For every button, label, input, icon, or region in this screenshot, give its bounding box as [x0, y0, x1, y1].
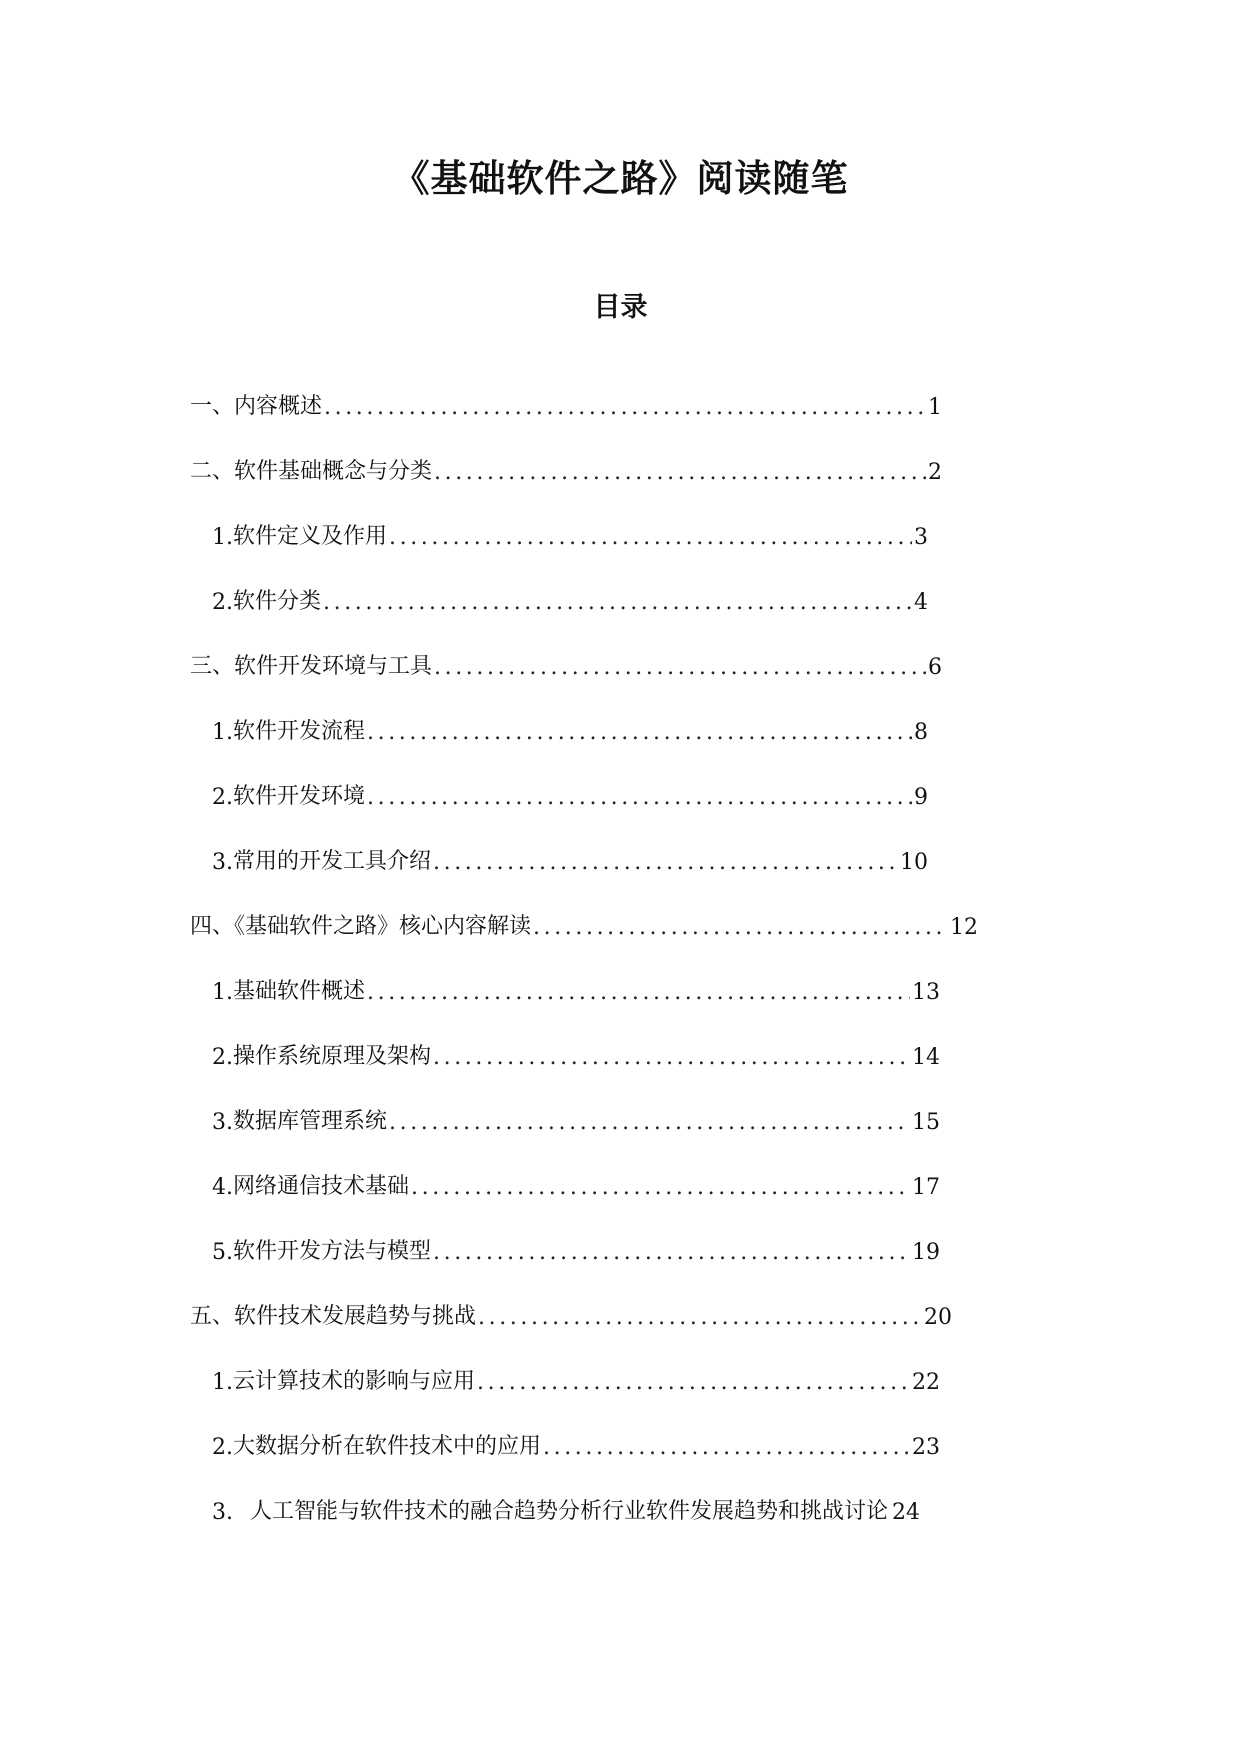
toc-entry-number: 5. — [212, 1240, 233, 1265]
toc-page-number: 20 — [924, 1305, 952, 1330]
toc-entry-3[interactable] — [190, 646, 942, 680]
toc-entry-number: 2. — [212, 785, 233, 810]
dot-leader — [433, 850, 898, 875]
toc-page-number: 12 — [950, 915, 978, 940]
toc-entry-4-4[interactable] — [212, 1166, 940, 1200]
dot-leader — [478, 1305, 922, 1330]
toc-page-number: 15 — [912, 1110, 940, 1135]
toc-entry-number: 2. — [212, 1045, 233, 1070]
toc-page-number: 22 — [912, 1370, 940, 1395]
toc-entry-number: 2. — [212, 590, 233, 615]
toc-entry-4-2[interactable] — [212, 1036, 940, 1070]
dot-leader — [434, 655, 926, 680]
toc-entry-5[interactable] — [190, 1296, 952, 1330]
toc-entry-5-1[interactable] — [212, 1361, 940, 1395]
toc-entry-label: 三、软件开发环境与工具 — [190, 654, 433, 679]
toc-entry-label: 软件开发方法与模型 — [233, 1239, 432, 1264]
toc-entry-label: 四、《基础软件之路》核心内容解读 — [190, 914, 532, 939]
toc-entry-1[interactable] — [190, 386, 942, 420]
toc-page-number: 14 — [912, 1045, 940, 1070]
toc-page-number: 19 — [912, 1240, 940, 1265]
toc-entry-label: 大数据分析在软件技术中的应用 — [233, 1434, 542, 1459]
toc-entry-4[interactable] — [190, 906, 978, 940]
toc-entry-4-1[interactable] — [212, 971, 940, 1005]
toc-entry-number: 1. — [212, 525, 233, 550]
toc-entry-label: 一、内容概述 — [190, 394, 323, 419]
dot-leader — [543, 1435, 910, 1460]
dot-leader — [533, 915, 948, 940]
toc-page-number: 17 — [912, 1175, 940, 1200]
toc-page-number: 9 — [914, 785, 928, 810]
toc-entry-4-5[interactable] — [212, 1231, 940, 1265]
toc-entry-label: 数据库管理系统 — [233, 1109, 388, 1134]
toc-entry-number: 1. — [212, 720, 233, 745]
toc-entry-label: 软件开发环境 — [233, 784, 366, 809]
toc-entry-label: 网络通信技术基础 — [233, 1174, 410, 1199]
dot-leader — [389, 525, 912, 550]
toc-entry-label: 操作系统原理及架构 — [233, 1044, 432, 1069]
dot-leader — [433, 1240, 910, 1265]
toc-entry-number: 4. — [212, 1175, 233, 1200]
toc-entry-label: 软件定义及作用 — [233, 524, 388, 549]
toc-entry-number: 3. — [212, 850, 233, 875]
toc-entry-number: 1. — [212, 1370, 233, 1395]
toc-entry-label: 基础软件概述 — [233, 979, 366, 1004]
toc-page-number: 4 — [914, 590, 928, 615]
toc-entry-number: 3. — [212, 1500, 233, 1525]
toc-entry-2-1[interactable] — [212, 516, 928, 550]
dot-leader — [411, 1175, 910, 1200]
toc-entry-2-2[interactable] — [212, 581, 928, 615]
toc-entry-3-2[interactable] — [212, 776, 928, 810]
toc-entry-label: 软件开发流程 — [233, 719, 366, 744]
toc-page-number: 23 — [912, 1435, 940, 1460]
dot-leader — [389, 1110, 910, 1135]
document-title: 《基础软件之路》阅读随笔 — [392, 156, 849, 200]
dot-leader — [367, 980, 910, 1005]
toc-entry-3-3[interactable] — [212, 841, 928, 875]
toc-heading: 目录 — [593, 292, 648, 323]
dot-leader — [323, 590, 912, 615]
toc-page-number: 24 — [892, 1500, 921, 1525]
toc-entry-5-2[interactable] — [212, 1426, 940, 1460]
toc-entry-2[interactable] — [190, 451, 942, 485]
dot-leader — [324, 395, 926, 420]
toc-entry-label: 五、软件技术发展趋势与挑战 — [190, 1304, 477, 1329]
toc-page-number: 8 — [914, 720, 928, 745]
toc-entry-number: 3. — [212, 1110, 233, 1135]
toc-entry-3-1[interactable] — [212, 711, 928, 745]
toc-entry-number: 2. — [212, 1435, 233, 1460]
toc-entry-label: 软件分类 — [233, 589, 322, 614]
toc-entry-4-3[interactable] — [212, 1101, 940, 1135]
toc-entry-label: 人工智能与软件技术的融合趋势分析行业软件发展趋势和挑战讨论 — [250, 1499, 889, 1524]
toc-page-number: 6 — [928, 655, 942, 680]
toc-page-number: 2 — [928, 460, 942, 485]
toc-page-number: 10 — [900, 850, 928, 875]
toc-entry-label: 云计算技术的影响与应用 — [233, 1369, 476, 1394]
dot-leader — [367, 785, 912, 810]
toc-page-number: 1 — [928, 395, 942, 420]
dot-leader — [434, 460, 926, 485]
toc-entry-label: 二、软件基础概念与分类 — [190, 459, 433, 484]
dot-leader — [433, 1045, 910, 1070]
dot-leader — [367, 720, 912, 745]
toc-entry-label: 常用的开发工具介绍 — [233, 849, 432, 874]
toc-entry-number: 1. — [212, 980, 233, 1005]
toc-entry-5-3[interactable] — [212, 1491, 1012, 1525]
dot-leader — [477, 1370, 910, 1395]
toc-page-number: 3 — [914, 525, 928, 550]
toc-page-number: 13 — [912, 980, 940, 1005]
